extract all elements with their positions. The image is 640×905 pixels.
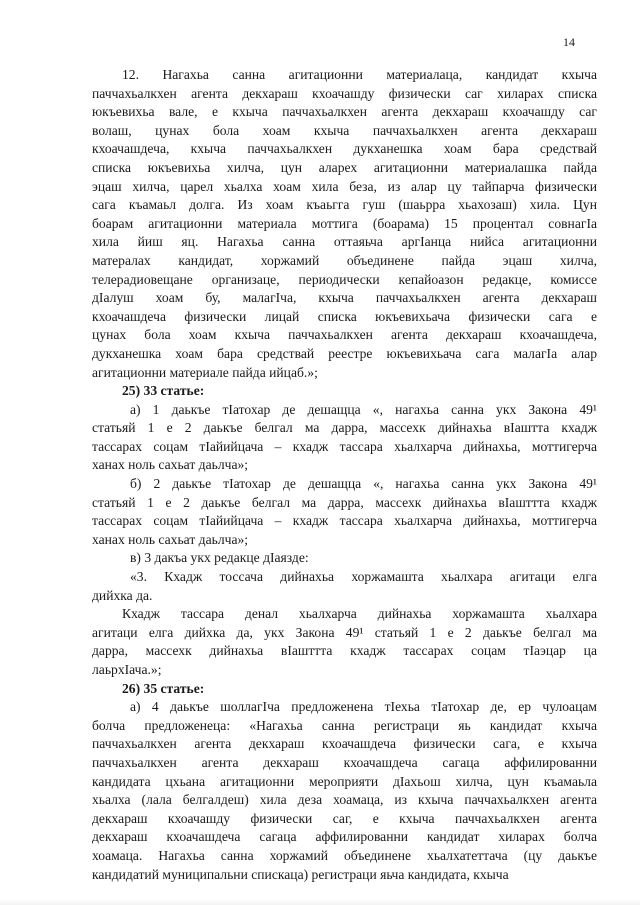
text-line: дарра, массехк дийнахьа вIашттта кхадж тассарах соцам тIаэцар ца — [92, 643, 597, 659]
text-line: Кхадж тассара денал хьалхарча дийнахьа хоржамашта хьалхара — [122, 606, 597, 622]
text-line: цунах бола хоам кхыча паччахьалкхен агента декхараш кхоачашдеча, — [92, 327, 597, 343]
text-line: а) 4 даькъе шоллагIча предложенена тIехьа тIатохар де, ер чулоацам — [130, 699, 597, 715]
text-line: статьяй 1 е 2 даькъе белгал ма дарра, массехк дийнахьа вIаштта кхадж — [92, 420, 597, 436]
text-line: статьяй 1 е 2 даькъе белгал ма дарра, массехк дийнахьа вIашттта кхадж — [92, 494, 597, 510]
text-line: дукханешка хоам бара средствай реестре юкъевихьача сага малагIа алар — [92, 345, 597, 361]
text-line: паччахьалкхен агента декхараш кхоачашдеча сагаца аффилированни — [92, 754, 597, 770]
document-body — [92, 66, 597, 884]
section-heading: 25) 33 статье: — [122, 383, 205, 399]
text-line: дIалуш хоам бу, малагIча, кхыча паччахьалкхен агента декхараш — [92, 290, 597, 306]
text-line: декхараш кхоачашду физически саг, е кхыча паччахьалкхен агента — [92, 810, 597, 826]
text-line: боарам агитационни материала моттига (боарама) 15 процентал совнагIа — [92, 215, 597, 231]
paragraph — [92, 605, 597, 679]
text-line: дийхка да. — [92, 587, 153, 603]
text-line: декхараш кхоачашдеча сагаца аффилированни кандидат хиларах болча — [92, 829, 597, 845]
paragraph — [92, 401, 597, 475]
text-line: кандидатий муниципальни спискаца) регистраци яьча кандидата, кхыча — [92, 866, 509, 882]
text-line: паччахьалкхен агента декхараш кхоачашду физически саг хиларах списка — [92, 85, 597, 101]
text-line: волаш, цунах бола хоам кхыча паччахьалкхен агента декхараш — [92, 122, 597, 138]
text-line: хьалха (лала белгалдеш) хила деза хоамаца, из кхыча паччахьалкхен агента — [92, 792, 597, 808]
text-line: б) 2 даькъе тIатохар де дешащца «, нагахьа санна укх Закона 49¹ — [130, 476, 597, 492]
text-line: сага къамаьл долга. Из хоам къаьгга гуш (шаьрра хьахозаш) хила. Цун — [92, 197, 597, 213]
text-line: кандидата цхьана агитационни мероприяти дIахьош хилча, цун къамаьла — [92, 773, 597, 789]
text-line: агитационни материале пайда ийцаб.»; — [92, 364, 318, 380]
text-line: матералах кандидат, хоржамий объединене пайда эцаш хилча, — [92, 252, 597, 268]
text-line: хоамаца. Нагахьа санна хоржамий объединене хьалхатеттача (цу даькъе — [92, 847, 597, 863]
text-line: юкъевихьа вале, е кхыча паччахьалкхен агента декхараш кхоачашду саг — [92, 104, 597, 120]
text-line: ханах ноль сахьат даьлча»; — [92, 457, 249, 473]
text-line: тассарах соцам тIайийцача – кхадж тассара хьалхарча дийнахьа, моттигерча — [92, 513, 597, 529]
text-line: в) 3 дакъа укх редакце дIаязде: — [130, 550, 309, 566]
text-line: агитаци елга дийхка да, укх Закона 49¹ статьяй 1 е 2 даькъе белгал ма — [92, 624, 597, 640]
paragraph — [92, 549, 597, 568]
text-line: ханах ноль сахьат даьлча»; — [92, 531, 249, 547]
text-line: паччахьалкхен агента декхараш кхоачашдеча физически сага, е кхыча — [92, 736, 597, 752]
page-number: 14 — [563, 35, 575, 49]
text-line: кхоачашдеча физически лицай списка юкъевихьача физически сага е — [92, 308, 597, 324]
paragraph — [92, 475, 597, 549]
paragraph — [92, 66, 597, 382]
text-line: болча предложенеца: «Нагахьа санна регистраци яь кандидат кхыча — [92, 717, 597, 733]
text-line: тассарах соцам тIайийцача – кхадж тассара хьалхарча дийнахьа, моттигерча — [92, 438, 597, 454]
scan-edge — [0, 899, 640, 905]
text-line: телерадиовещане организаце, периодически кепайоазон редакце, комиссе — [92, 271, 597, 287]
text-line: списка юкъевихьа хилча, цун аларех агитационни материалашка пайда — [92, 159, 597, 175]
text-line: эцаш хилча, царел хьалха хоам хила беза, из алар цу тайпарча физически — [92, 178, 597, 194]
paragraph — [92, 568, 597, 605]
text-line: хила йиш яц. Нагахьа санна оттаяьча аргIанца нийса агитационни — [92, 234, 597, 250]
text-line: кхоачашдеча, кхыча паччахьалкхен дукханешка хоам бара средствай — [92, 141, 597, 157]
paragraph — [92, 698, 597, 884]
text-line: 12. Нагахьа санна агитационни материалаца, кандидат кхыча — [122, 67, 597, 82]
text-line: лаьрхIача.»; — [92, 662, 162, 677]
section-heading: 26) 35 статье: — [122, 680, 205, 696]
text-line: «3. Кхадж тоссача дийнахьа хоржамашта хьалхара агитаци елга — [130, 569, 597, 585]
text-line: а) 1 даькъе тIатохар де дешащца «, нагахьа санна укх Закона 49¹ — [130, 401, 597, 417]
